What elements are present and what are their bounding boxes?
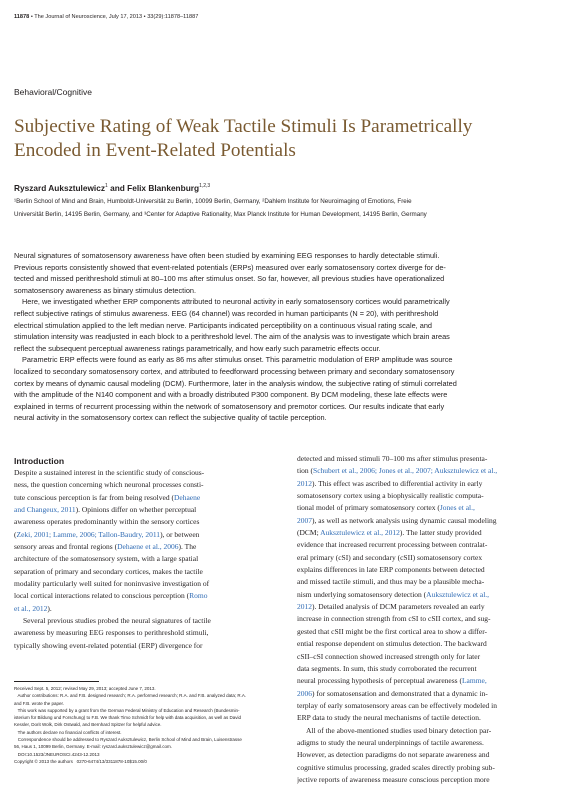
text-run: explains differences in late ERP components between detected — [297, 565, 485, 575]
abstract-line: Here, we investigated whether ERP components attributed to neuronal activity in early somatosensory cortices would parametrically — [22, 297, 450, 307]
body-text-line — [297, 576, 572, 588]
text-run: ). Opinions differ on whether perceptual — [75, 505, 197, 515]
footnote-line: Copyright © 2013 the authors 0270-6474/13/3311878-10$15.00/0 — [14, 758, 147, 764]
title-line: Encoded in Event-Related Potentials — [14, 140, 296, 161]
text-run: ), or between — [160, 529, 200, 539]
text-run: ERP data to study the neural mechanisms of tactile detection. — [297, 713, 481, 723]
text-run: (DCM; — [297, 528, 321, 538]
text-run: architecture of the somatosensory system, with a large spatial — [14, 554, 199, 564]
abstract-line: electrical stimulation applied to the left median nerve. Participants indicated perceptibility on a continuous visual rating scale, and — [14, 320, 433, 330]
text-run: ( — [14, 529, 17, 539]
text-run: awareness operates predominantly within the sensory cortices — [14, 517, 200, 527]
text-run: increase in connection strength from cSI to cSII cortex, and sug- — [297, 614, 491, 624]
text-run: ), as well as network analysis using dynamic causal modeling — [312, 515, 497, 525]
body-text-line — [14, 504, 289, 516]
footnote-line: isterium für Bildung und Forschung) to F.B. We thank Timo Schmidt for help with data acquisition, as well as David — [14, 715, 242, 721]
footnote-line: Kessler, Dorit Wolk, Dirk Ostwald, and Bernhard Spitzer for helpful advice. — [14, 722, 162, 728]
text-run: All of the above-mentioned studies used binary detection par- — [306, 725, 492, 735]
abstract-line: tected and missed perithreshold stimuli at 80–100 ms after stimulus onset. So far, however, all previous studies have operationalized — [14, 274, 445, 284]
title-line: Subjective Rating of Weak Tactile Stimuli Is Parametrically — [14, 116, 473, 137]
body-text-line — [14, 615, 289, 627]
body-text-line — [14, 590, 289, 602]
footnote-line: and F.B. wrote the paper. — [14, 700, 65, 706]
text-run: jective reports of awareness measure conscious perception more — [297, 774, 490, 784]
text-run: sensory areas and frontal regions ( — [14, 542, 118, 552]
citation-link[interactable]: Lamme, — [461, 676, 487, 686]
citation-link[interactable]: Jones et al., — [439, 503, 475, 513]
body-text-line — [297, 502, 572, 514]
body-text-line — [14, 516, 289, 528]
text-run: separation of primary and secondary cortices, makes the tactile — [14, 566, 203, 576]
author-name: and Felix Blankenburg — [107, 183, 200, 193]
text-run: Despite a sustained interest in the scientific study of conscious- — [14, 468, 205, 477]
abstract-line: with the amplitude of the N140 component and with a broadly distributed P300 component. By DCM modeling, these late effects were — [14, 390, 448, 400]
body-text-line — [297, 527, 572, 539]
body-text-line — [14, 553, 289, 565]
abstract — [14, 250, 570, 424]
author-affiliation-mark: 1 — [105, 183, 108, 190]
text-run: gested that cSII might be the first cortical area to show a differ- — [297, 626, 488, 636]
body-text-line — [297, 663, 572, 675]
text-run: ). The — [178, 542, 197, 552]
citation-link[interactable]: Romo — [189, 591, 208, 601]
body-column-right — [297, 453, 572, 786]
text-run: neural processing hypothesis of perceptual awareness ( — [297, 676, 462, 686]
abstract-line: reflect the subsequent perceptual awareness ratings parametrically, and how early such parametric effects occur. — [14, 343, 381, 353]
text-run: However, as detection paradigms do not separate awareness and — [297, 750, 490, 760]
citation-link[interactable]: 2007 — [297, 515, 312, 525]
text-run: typically showing event-related potential (ERP) divergence for — [14, 640, 203, 650]
page-number: 11878 — [14, 14, 30, 20]
body-text-line — [297, 626, 572, 638]
body-text-line — [297, 700, 572, 712]
footnote-line: This work was supported by a grant from the German Federal Ministry of Education and Research (Bundesmin- — [14, 707, 240, 713]
body-text-line — [297, 712, 572, 724]
text-run: ). The latter study provided — [399, 528, 482, 538]
abstract-line: stimulation intensity was readjusted in each block to a perithreshold level. The aim of the analysis was to investigate which brain areas — [14, 332, 450, 342]
abstract-line: cortex by means of dynamic causal modeling (DCM). Furthermore, later in the analysis window, the subjective rating of stimuli correlated — [14, 378, 457, 388]
footnote-line: DOI:10.1523/JNEUROSCI.4243-12.2013 — [14, 751, 100, 757]
body-text-line — [14, 603, 289, 615]
text-run: data segments. In sum, this study corroborated the recurrent — [297, 663, 477, 673]
body-text-line — [297, 613, 572, 625]
body-text-line — [297, 601, 572, 613]
text-run: ). — [47, 603, 52, 613]
citation-link[interactable]: Dehaene — [173, 492, 201, 502]
body-text-line — [297, 725, 572, 737]
body-text-line — [14, 578, 289, 590]
citation-link[interactable]: et al., 2012 — [14, 603, 48, 613]
text-run: Several previous studies probed the neural signatures of tactile — [23, 616, 211, 626]
author-list — [14, 183, 210, 193]
affiliations — [14, 196, 564, 221]
abstract-line: Previous reports consistently showed that event-related potentials (ERPs) measured over early somatosensory cortex diverge for de- — [14, 262, 446, 272]
text-run: awareness by measuring EEG responses to perithreshold stimuli, — [14, 628, 209, 638]
text-run: evidence that increased recurrent processing between contralat- — [297, 540, 488, 550]
citation-link[interactable]: Auksztulewicz et al., — [426, 589, 490, 599]
affiliation-line: ¹Berlin School of Mind and Brain, Humboldt-Universität zu Berlin, 10099 Berlin, Germany, ²Dahlem Institute for Neuroimaging of Emotions, Freie — [14, 198, 412, 205]
citation-link[interactable]: 2006 — [297, 688, 312, 698]
abstract-line: Parametric ERP effects were found as early as 86 ms after stimulus onset. This parametric modulation of ERP amplitude was source — [22, 355, 453, 365]
body-text-line — [297, 465, 572, 477]
citation-link[interactable]: Zeki, 2001; Lamme, 2006; Tallon-Baudry, 2011 — [16, 529, 161, 539]
article-title — [14, 115, 534, 163]
body-text-line — [297, 737, 572, 749]
footnote-line: Correspondence should be addressed to Ryszard Auksztulewicz, Berlin School of Mind and Brain, Luisenstrasse — [14, 737, 242, 743]
body-text-line — [14, 566, 289, 578]
citation-link[interactable]: and Changeux, 2011 — [14, 505, 76, 515]
body-text-line — [297, 490, 572, 502]
body-column-left — [14, 455, 289, 652]
citation-link[interactable]: 2012 — [297, 478, 312, 488]
text-run: and missed tactile stimuli, and thus may be a plausible mecha- — [297, 577, 485, 587]
text-run: cSII–cSI connection showed increased strength only for later — [297, 651, 481, 661]
body-text-line — [14, 640, 289, 652]
text-run: local cortical interactions related to conscious perception ( — [14, 591, 190, 601]
text-run: ). Detailed analysis of DCM parameters revealed an early — [312, 602, 485, 612]
author-affiliation-mark: 1,2,3 — [199, 183, 211, 190]
abstract-line: reflect subjective ratings of stimulus awareness. EEG (64 channel) was recorded in human participants (N = 20), with perithreshold — [14, 308, 439, 318]
section-label: Behavioral/Cognitive — [14, 87, 92, 97]
footnote-line: Received Sept. 5, 2012; revised May 29, 2013; accepted June 7, 2013. — [14, 686, 156, 691]
text-run: ) for somatosensation and demonstrated that a dynamic in- — [312, 688, 488, 698]
body-text-line — [297, 638, 572, 650]
body-text-line — [297, 749, 572, 761]
text-run: ). This effect was ascribed to differential activity in early — [312, 478, 483, 488]
running-head — [14, 14, 198, 20]
body-text-line — [297, 589, 572, 601]
text-run: eral primary (cSI) and secondary (cSII) somatosensory cortex — [297, 552, 483, 562]
body-text-line — [297, 515, 572, 527]
citation-link[interactable]: Auksztulewicz et al., 2012 — [320, 528, 400, 538]
body-text-line — [297, 453, 572, 465]
footnote-line: 56, Haus 1, 10099 Berlin, Germany. E-mail: ryszard.auksztulewicz@gmail.com. — [14, 744, 173, 750]
text-run: ness, the question concerning which neuronal processes consti- — [14, 480, 204, 490]
body-text-line — [297, 675, 572, 687]
citation-link[interactable]: 2012 — [297, 602, 312, 612]
text-run: nism underlying somatosensory detection ( — [297, 589, 427, 599]
abstract-line: explained in terms of recurrent processing within the network of somatosensory and premotor cortices. Our results indicate that early — [14, 401, 445, 411]
body-text-line — [297, 539, 572, 551]
body-text-line — [297, 774, 572, 786]
affiliation-line: Universität Berlin, 14195 Berlin, Germany, and ³Center for Adaptive Rationality, Max Planck Institute for Human Development, 14195 Berlin, Germany — [14, 210, 427, 218]
citation-link[interactable]: Dehaene et al., 2006 — [117, 542, 179, 552]
body-text-line — [297, 762, 572, 774]
abstract-line: somatosensory awareness as binary stimulus detection. — [14, 285, 197, 295]
body-text-line — [14, 492, 289, 504]
text-run: tute conscious perception is far from being resolved ( — [14, 492, 174, 502]
body-text-line — [297, 478, 572, 490]
body-text-line — [14, 479, 289, 491]
footnote-line: Author contributions: R.A. and F.B. designed research; R.A. performed research; R.A. and F.B. analyzed data; R.A. — [14, 693, 247, 699]
citation-link[interactable]: Schubert et al., 2006; Jones et al., 2007; Auksztulewicz et al., — [313, 466, 498, 476]
footnotes — [14, 685, 292, 765]
section-heading: Introduction — [14, 456, 65, 466]
footnote-divider — [14, 681, 99, 682]
text-run: somatosensory cortex using a biophysically realistic computa- — [297, 491, 484, 501]
text-run: tion ( — [297, 466, 314, 476]
body-text-line — [297, 688, 572, 700]
text-run: adigms to study the neural underpinnings of tactile awareness. — [297, 737, 484, 747]
body-text-line — [297, 651, 572, 663]
text-run: detected and missed stimuli 70–100 ms after stimulus presenta- — [297, 454, 488, 463]
body-text-line — [297, 552, 572, 564]
abstract-line: neural activity in the somatosensory cortex can reflect the subjective quality of tactile perception. — [14, 413, 327, 423]
body-text-line — [14, 529, 289, 541]
body-text-line — [14, 627, 289, 639]
text-run: cognitive stimulus processing, graded scales directly probing sub- — [297, 762, 495, 772]
abstract-line: Neural signatures of somatosensory awareness have often been studied by examining EEG responses to hardly detectable stimuli. — [14, 251, 440, 260]
text-run: ential response dependent on stimulus detection. The backward — [297, 639, 487, 649]
body-text-line — [14, 541, 289, 553]
author-name: Ryszard Auksztulewicz — [14, 183, 105, 193]
footnote-line: The authors declare no financial conflicts of interest. — [14, 729, 122, 735]
text-run: tional model of primary somatosensory cortex ( — [297, 503, 440, 513]
body-text-line — [297, 564, 572, 576]
journal-citation: • The Journal of Neuroscience, July 17, 2013 • 33(29):11878–11887 — [30, 14, 199, 20]
body-text-line — [14, 467, 289, 479]
abstract-line: localized to secondary somatosensory cortex, and attributed to feedforward processing between primary and secondary somatosensory — [14, 366, 455, 376]
text-run: modality particularly well suited for noninvasive investigation of — [14, 579, 210, 589]
text-run: terplay of early somatosensory areas can be effectively modeled in — [297, 700, 497, 710]
